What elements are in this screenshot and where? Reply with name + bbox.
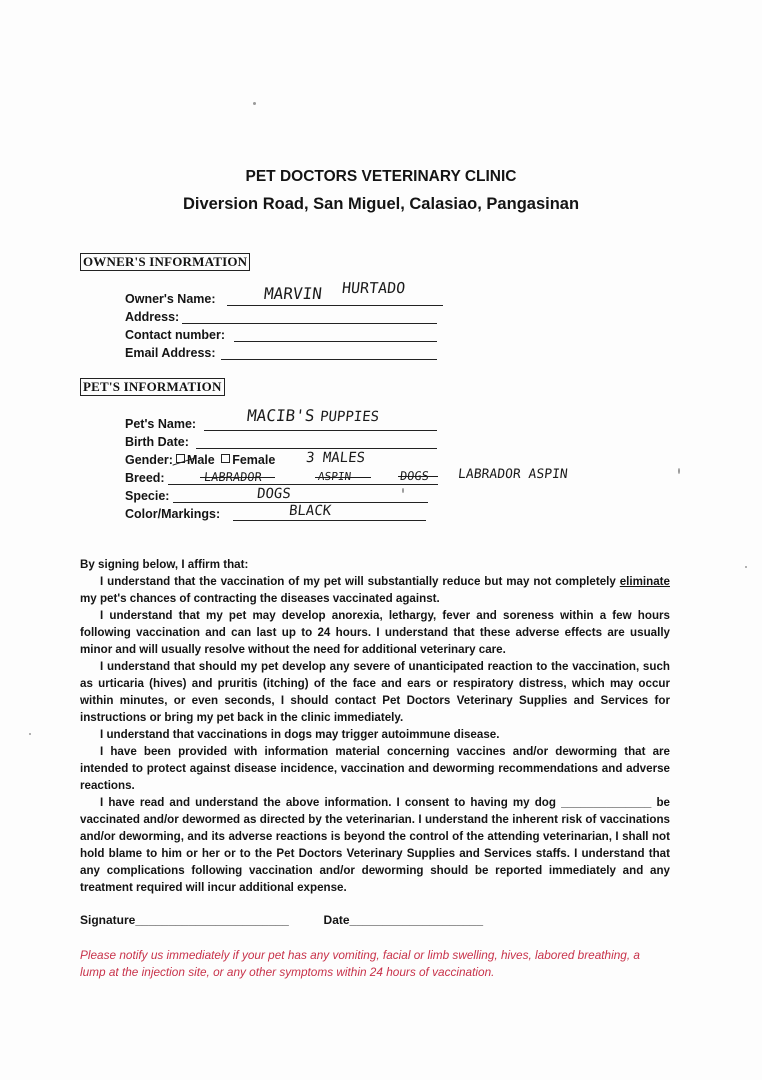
color-markings-value: BLACK: [288, 503, 332, 519]
clinic-address: Diversion Road, San Miguel, Calasiao, Pangasinan: [182, 195, 580, 213]
pet-name-line[interactable]: [204, 430, 437, 431]
owner-name-last: HURTADO: [341, 279, 407, 297]
email-address-label: Email Address:: [125, 346, 216, 360]
gender-field: [125, 452, 275, 468]
breed-strikethrough-2: [315, 477, 371, 478]
owner-name-first: MARVIN: [263, 284, 323, 303]
birth-date-label: Birth Date:: [125, 435, 189, 449]
color-markings-line[interactable]: [233, 520, 426, 521]
color-markings-label: Color/Markings:: [125, 507, 221, 521]
breed-struck-dogs: DOGS: [399, 469, 430, 483]
post-vaccination-notice: Please notify us immediately if your pet has any vomiting, facial or limb swelling, hives, labored breathing, a lump at the injection site, or any other symptoms within 24 hours of vaccination.: [80, 948, 640, 979]
owner-name-line[interactable]: [227, 305, 443, 306]
gender-value: 3 MALES: [305, 450, 366, 466]
consent-paragraph-5: I have been provided with information material concerning vaccines and/or deworming that are intended to protect against disease incidence, vaccination and deworming recommendations and adverse reactions.: [80, 745, 670, 792]
scan-speck: [402, 488, 404, 493]
signature-row: [80, 913, 483, 927]
pet-section-heading: PET'S INFORMATION: [80, 378, 225, 396]
date-label: Date: [323, 913, 350, 927]
female-checkbox[interactable]: [221, 454, 230, 463]
signature-blank[interactable]: _______________________: [135, 913, 289, 927]
address-label: Address:: [125, 310, 180, 324]
birth-date-line[interactable]: [196, 448, 437, 449]
male-option-label: Male: [186, 453, 215, 467]
gender-label: Gender:: [125, 453, 173, 467]
breed-struck-labrador: LABRADOR: [203, 470, 263, 484]
date-blank[interactable]: ____________________: [349, 913, 484, 927]
breed-label: Breed:: [125, 471, 165, 485]
consent-p1-b: my pet's chances of contracting the diseases vaccinated against.: [80, 592, 440, 605]
scan-speck: [253, 102, 256, 105]
breed-struck-aspin: ASPIN: [317, 470, 352, 483]
consent-lead: By signing below, I affirm that:: [80, 558, 249, 571]
owner-name-label: Owner's Name:: [125, 292, 216, 306]
scan-speck: [29, 733, 31, 735]
consent-paragraph-3: I understand that should my pet develop any severe of unanticipated reaction to the vaccination, such as urticaria (hives) and pruritis (itching) of the face and ears or respiratory distress, which may occur within minutes, or even seconds, I should contact Pet Doctors Veterinary Supplies and Services for instructions or bring my pet back in the clinic immediately.: [80, 660, 670, 724]
email-address-line[interactable]: [221, 359, 437, 360]
scan-speck: [745, 566, 747, 568]
consent-paragraph-6: [80, 794, 670, 896]
breed-value: LABRADOR ASPIN: [457, 467, 569, 482]
female-option-label: Female: [232, 453, 276, 467]
contact-number-label: Contact number:: [125, 328, 225, 342]
consent-p6-b: be vaccinated and/or dewormed as directed by the veterinarian. I understand the inherent risk of vaccinations and/or deworming, and its adverse reactions is beyond the control of the attending veterinarian, I shall not hold blame to him or her or to the Pet Doctors Veterinary Supplies and Services staffs. I understand that any complications following vaccination and/or deworming should be reported immediately and any treatment required will incur additional expense.: [80, 796, 670, 894]
clinic-name: PET DOCTORS VETERINARY CLINIC: [245, 168, 517, 185]
contact-number-line[interactable]: [234, 341, 437, 342]
breed-strikethrough-1: [200, 477, 275, 478]
breed-strikethrough-3: [398, 476, 438, 477]
consent-p1-a: I understand that the vaccination of my pet will substantially reduce but may not completely: [100, 575, 616, 588]
address-line[interactable]: [182, 323, 437, 324]
dog-name-blank[interactable]: ______________: [561, 796, 652, 809]
consent-p1-underlined: eliminate: [619, 575, 670, 588]
scan-speck: [678, 468, 680, 474]
consent-paragraph-1: [80, 573, 670, 607]
pet-name-last: PUPPIES: [319, 409, 380, 425]
consent-statement: [80, 556, 670, 896]
pet-name-first: MACIB'S: [246, 406, 316, 425]
consent-p6-a: I have read and understand the above information. I consent to having my dog: [100, 796, 556, 809]
owner-section-heading: OWNER'S INFORMATION: [80, 253, 250, 271]
specie-value: DOGS: [256, 486, 292, 502]
specie-label: Specie:: [125, 489, 170, 503]
consent-paragraph-4: I understand that vaccinations in dogs may trigger autoimmune disease.: [100, 728, 500, 741]
signature-label: Signature: [80, 913, 136, 927]
consent-paragraph-2: I understand that my pet may develop anorexia, lethargy, fever and soreness within a few hours following vaccination and can last up to 24 hours. I understand that these adverse effects are usually minor and will usually resolve without the need for additional veterinary care.: [80, 609, 670, 656]
pet-name-label: Pet's Name:: [125, 417, 197, 431]
